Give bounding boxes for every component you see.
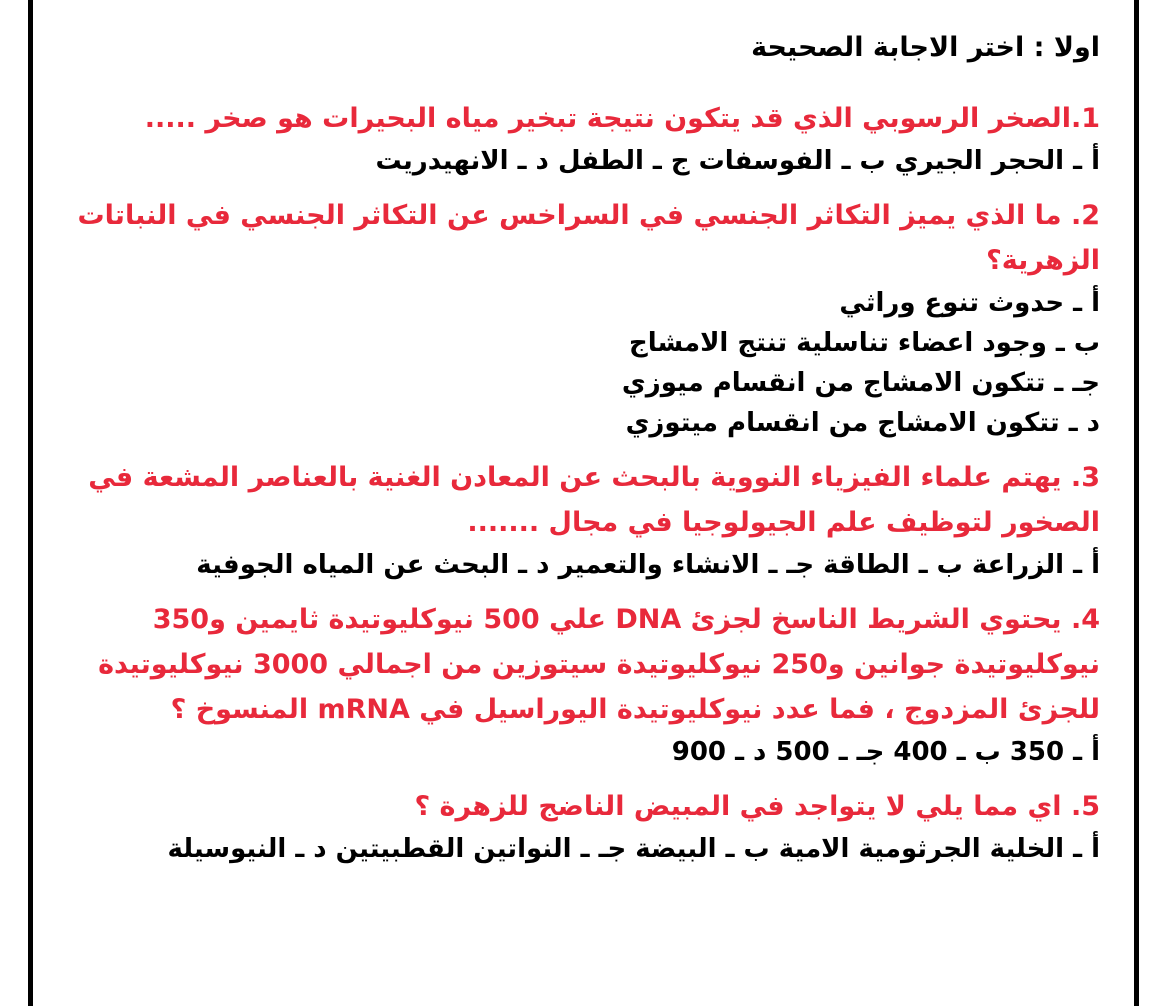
- page-border-right: [1134, 0, 1139, 1006]
- answer-option-c: جـ ـ تتكون الامشاج من انقسام ميوزي: [621, 368, 1100, 398]
- answer-options: أ ـ الزراعة ب ـ الطاقة جـ ـ الانشاء والتعمير د ـ البحث عن المياه الجوفية: [196, 550, 1100, 580]
- question-text: 1.الصخر الرسوبي الذي قد يتكون نتيجة تبخير مياه البحيرات هو صخر .....: [144, 103, 1100, 134]
- question-5: [60, 784, 1100, 869]
- answer-option-d: د ـ تتكون الامشاج من انقسام ميتوزي: [625, 408, 1100, 438]
- question-text: 4. يحتوي الشريط الناسخ لجزئ DNA علي 500 نيوكليوتيدة ثايمين و350 نيوكليوتيدة جوانين و250 نيوكليوتيدة سيتوزين من اجمالي 3000 نيوكليوتيدة للجزئ المزدوج ، فما عدد نيوكليوتيدة اليوراسيل في mRNA المنسوخ ؟: [98, 604, 1100, 725]
- question-3: [60, 455, 1100, 585]
- answer-options: أ ـ 350 ب ـ 400 جـ ـ 500 د ـ 900: [671, 737, 1100, 767]
- question-text: 2. ما الذي يميز التكاثر الجنسي في السراخس عن التكاثر الجنسي في النباتات الزهرية؟: [77, 200, 1100, 276]
- answer-options: أ ـ الخلية الجرثومية الامية ب ـ البيضة جـ ـ النواتين القطبيتين د ـ النيوسيلة: [167, 834, 1100, 864]
- worksheet: [60, 28, 1100, 881]
- page-border-left: [28, 0, 33, 1006]
- question-text: 3. يهتم علماء الفيزياء النووية بالبحث عن المعادن الغنية بالعناصر المشعة في الصخور لتوظيف علم الجيولوجيا في مجال .......: [88, 462, 1100, 538]
- answer-option-a: أ ـ حدوث تنوع وراثي: [839, 288, 1100, 318]
- question-2: [60, 193, 1100, 443]
- section-heading: اولا : اختر الاجابة الصحيحة: [751, 32, 1100, 63]
- question-1: [60, 96, 1100, 181]
- answer-option-b: ب ـ وجود اعضاء تناسلية تنتج الامشاج: [629, 328, 1100, 358]
- question-text: 5. اي مما يلي لا يتواجد في المبيض الناضج للزهرة ؟: [414, 791, 1100, 822]
- question-4: [60, 597, 1100, 772]
- answer-options: أ ـ الحجر الجيري ب ـ الفوسفات ج ـ الطفل د ـ الانهيدريت: [375, 146, 1100, 176]
